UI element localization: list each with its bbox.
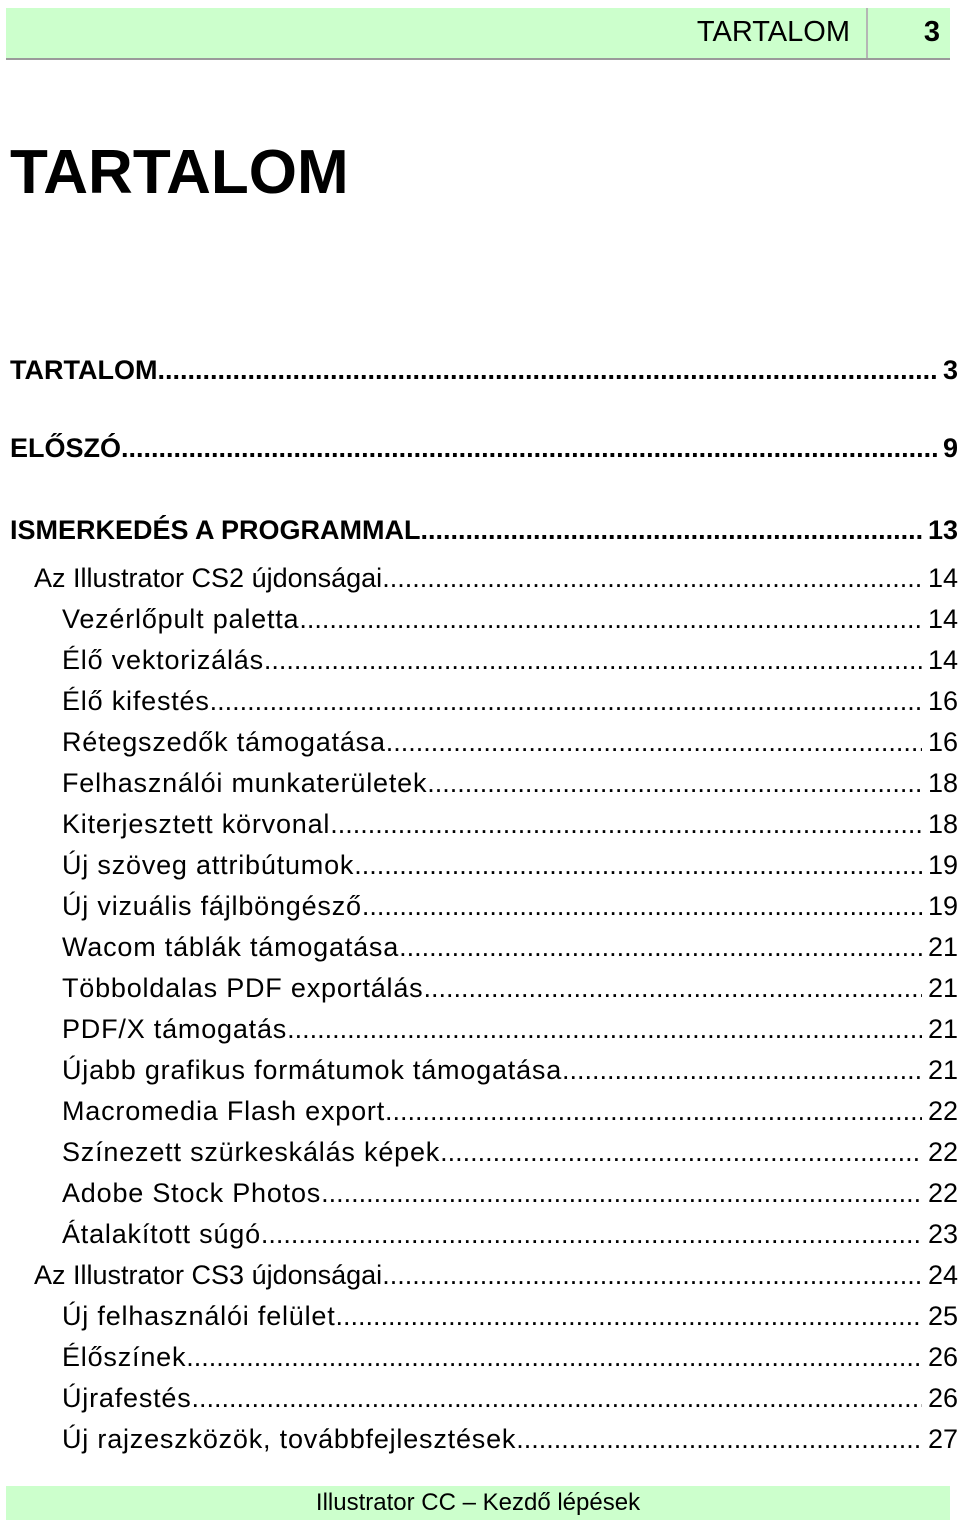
toc-entry-label: Rétegszedők támogatása xyxy=(62,727,386,757)
toc-leader-dots xyxy=(299,599,922,639)
toc-entry-page: 24 xyxy=(927,1260,958,1290)
toc-entry[interactable] xyxy=(62,1214,958,1254)
toc-leader-dots xyxy=(362,886,922,926)
toc-entry-page: 14 xyxy=(927,563,958,593)
toc-entry-page: 22 xyxy=(927,1137,958,1167)
toc-entry-page: 19 xyxy=(927,891,958,921)
toc-entry-label: Újabb grafikus formátumok támogatása xyxy=(62,1055,563,1085)
toc-entry[interactable] xyxy=(62,763,958,803)
toc-entry-label: Adobe Stock Photos xyxy=(62,1178,322,1208)
toc-leader-dots xyxy=(287,1009,922,1049)
toc-leader-dots xyxy=(157,350,937,390)
toc-entry-label: Újrafestés xyxy=(62,1383,192,1413)
toc-entry-page: 9 xyxy=(942,433,958,463)
toc-entry-page: 21 xyxy=(927,932,958,962)
toc-entry-page: 26 xyxy=(927,1383,958,1413)
toc-entry[interactable] xyxy=(62,681,958,721)
toc-leader-dots xyxy=(382,1255,922,1295)
toc-entry[interactable] xyxy=(62,1009,958,1049)
toc-entry-page: 22 xyxy=(927,1096,958,1126)
toc-entry[interactable] xyxy=(62,1337,958,1377)
toc-entry[interactable] xyxy=(62,804,958,844)
toc-entry[interactable] xyxy=(10,510,958,550)
toc-entry[interactable] xyxy=(62,845,958,885)
toc-entry-label: Élő vektorizálás xyxy=(62,645,264,675)
toc-leader-dots xyxy=(386,722,922,762)
toc-entry-label: Az Illustrator CS3 újdonságai xyxy=(34,1260,383,1290)
toc-entry[interactable] xyxy=(62,1419,958,1459)
toc-entry-label: TARTALOM xyxy=(10,355,158,385)
page-footer: Illustrator CC – Kezdő lépések xyxy=(6,1486,950,1520)
toc-entry-page: 18 xyxy=(927,809,958,839)
toc-leader-dots xyxy=(330,804,922,844)
toc-entry-page: 14 xyxy=(927,645,958,675)
toc-entry-page: 26 xyxy=(927,1342,958,1372)
toc-entry-page: 27 xyxy=(927,1424,958,1454)
header-title: TARTALOM xyxy=(696,16,850,48)
toc-entry-page: 18 xyxy=(927,768,958,798)
toc-entry-page: 3 xyxy=(942,355,958,385)
toc-entry-label: Színezett szürkeskálás képek xyxy=(62,1137,441,1167)
toc-entry-label: Új szöveg attribútumok xyxy=(62,850,355,880)
toc-entry[interactable] xyxy=(34,1255,958,1295)
toc-entry-label: Új rajzeszközök, továbbfejlesztések xyxy=(62,1424,517,1454)
toc-leader-dots xyxy=(354,845,922,885)
toc-entry[interactable] xyxy=(34,558,958,598)
toc-leader-dots xyxy=(321,1173,922,1213)
toc-leader-dots xyxy=(121,428,937,468)
toc-entry-page: 14 xyxy=(927,604,958,634)
toc-leader-dots xyxy=(399,927,922,967)
toc-entry[interactable] xyxy=(62,927,958,967)
toc-leader-dots xyxy=(423,968,921,1008)
toc-leader-dots xyxy=(562,1050,922,1090)
toc-entry-page: 23 xyxy=(927,1219,958,1249)
toc-entry-label: Macromedia Flash export xyxy=(62,1096,386,1126)
toc-entry-label: Felhasználói munkaterületek xyxy=(62,768,428,798)
toc-entry[interactable] xyxy=(10,350,958,390)
toc-entry-label: Átalakított súgó xyxy=(62,1219,261,1249)
toc-leader-dots xyxy=(210,681,922,721)
toc-entry-label: ISMERKEDÉS A PROGRAMMAL xyxy=(10,515,421,545)
toc-entry-label: Többoldalas PDF exportálás xyxy=(62,973,424,1003)
toc-entry-page: 22 xyxy=(927,1178,958,1208)
toc-entry-label: PDF/X támogatás xyxy=(62,1014,288,1044)
toc-entry-page: 21 xyxy=(927,1055,958,1085)
toc-leader-dots xyxy=(186,1337,922,1377)
toc-entry-label: Új vizuális fájlböngésző xyxy=(62,891,362,921)
toc-leader-dots xyxy=(382,558,922,598)
toc-entry-label: Új felhasználói felület xyxy=(62,1301,336,1331)
page-title: TARTALOM xyxy=(10,138,349,207)
toc-entry-label: Vezérlőpult paletta xyxy=(62,604,300,634)
toc-leader-dots xyxy=(440,1132,922,1172)
toc-entry-page: 21 xyxy=(927,973,958,1003)
toc-leader-dots xyxy=(516,1419,922,1459)
toc-entry[interactable] xyxy=(62,1296,958,1336)
header-page-number: 3 xyxy=(923,16,940,48)
toc-entry[interactable] xyxy=(62,1378,958,1418)
toc-entry[interactable] xyxy=(62,886,958,926)
toc-entry[interactable] xyxy=(62,722,958,762)
toc-entry-label: Élőszínek xyxy=(62,1342,187,1372)
toc-leader-dots xyxy=(192,1378,922,1418)
toc-entry[interactable] xyxy=(62,1091,958,1131)
toc-leader-dots xyxy=(261,1214,922,1254)
page-header xyxy=(6,8,950,60)
toc-entry-page: 13 xyxy=(927,515,958,545)
toc-leader-dots xyxy=(336,1296,922,1336)
toc-leader-dots xyxy=(385,1091,922,1131)
toc-entry-label: ELŐSZÓ xyxy=(10,433,122,463)
toc-entry-page: 16 xyxy=(927,727,958,757)
toc-entry-label: Kiterjesztett körvonal xyxy=(62,809,331,839)
toc-entry[interactable] xyxy=(62,640,958,680)
toc-entry[interactable] xyxy=(62,1050,958,1090)
toc-entry[interactable] xyxy=(10,428,958,468)
toc-entry-page: 16 xyxy=(927,686,958,716)
toc-entry-page: 21 xyxy=(927,1014,958,1044)
toc-entry[interactable] xyxy=(62,1132,958,1172)
header-divider xyxy=(866,8,868,58)
toc-entry-label: Az Illustrator CS2 újdonságai xyxy=(34,563,383,593)
toc-entry-label: Élő kifestés xyxy=(62,686,210,716)
toc-leader-dots xyxy=(421,510,922,550)
toc-leader-dots xyxy=(264,640,922,680)
toc-entry-label: Wacom táblák támogatása xyxy=(62,932,400,962)
toc-entry[interactable] xyxy=(62,1173,958,1213)
toc-entry-page: 19 xyxy=(927,850,958,880)
toc-leader-dots xyxy=(427,763,922,803)
toc-entry-page: 25 xyxy=(927,1301,958,1331)
toc-entry[interactable] xyxy=(62,968,958,1008)
toc-entry[interactable] xyxy=(62,599,958,639)
